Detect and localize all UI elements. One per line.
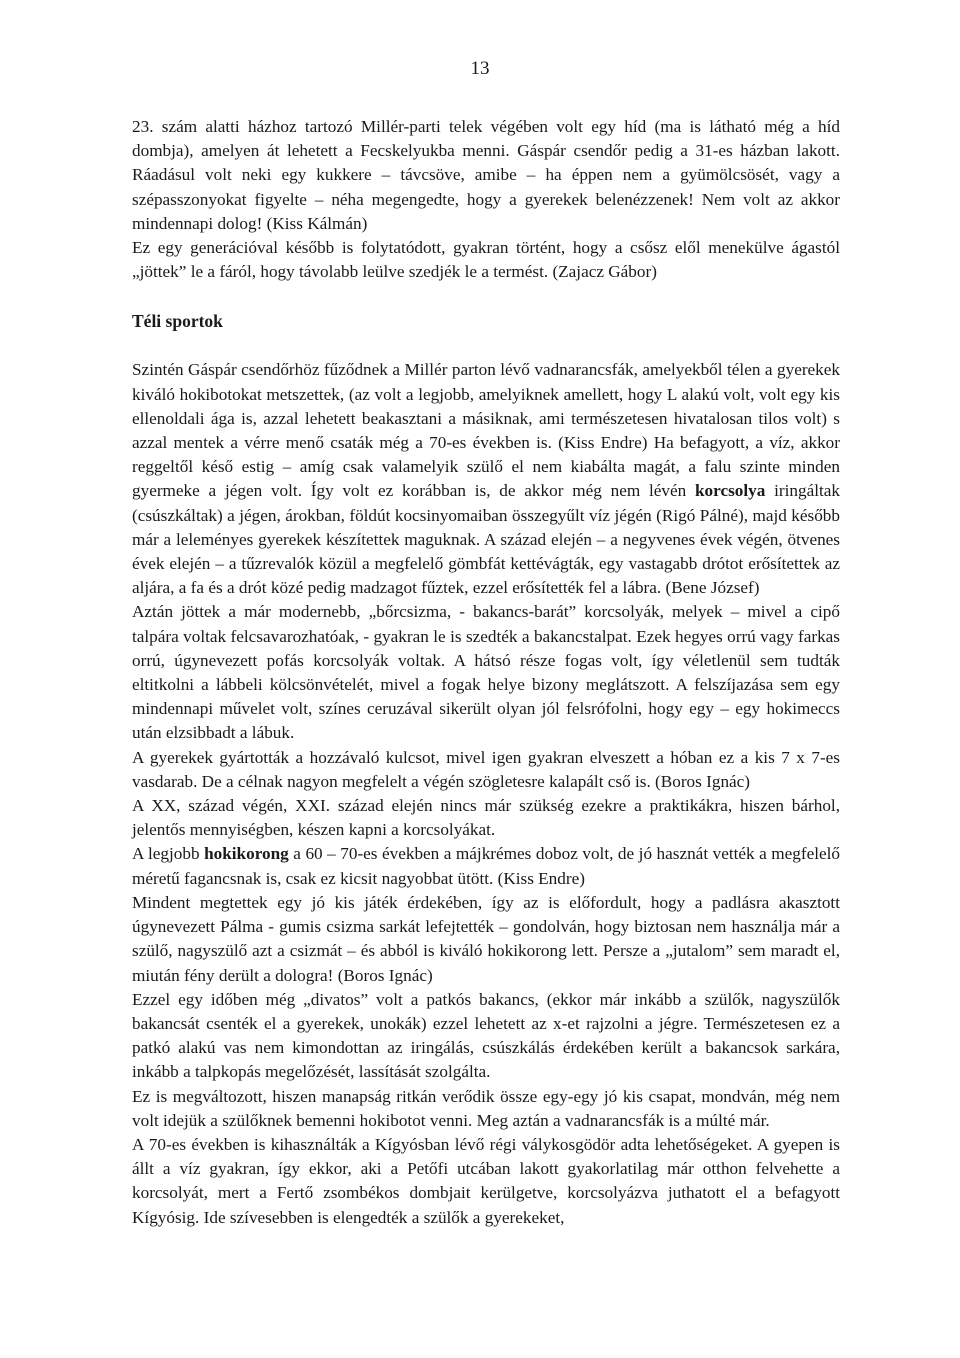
paragraph — [132, 358, 840, 600]
bold-term: hokikorong — [204, 844, 289, 864]
paragraph — [132, 1133, 840, 1230]
document-body — [132, 115, 840, 1230]
paragraph — [132, 794, 840, 842]
paragraph — [132, 1085, 840, 1133]
text-run: A legjobb — [132, 844, 205, 864]
text-run: A gyerekek gyártották a hozzávaló kulcsot, mivel igen gyakran elveszett a hóban ez a kis 7 x 7-es vasdarab. De a célnak nagyon megfelelt a végén szögletesre kalapált cső is. (Boros Ignác) — [132, 747, 840, 791]
text-run: Aztán jöttek a már modernebb, „bőrcsizma, - bakancs-barát” korcsolyák, melyek – mivel a cipő talpára voltak felcsavarozhatóak, - gyakran le is szedték a bakancstalpat. Ezek hegyes orrú vagy farkas orrú, úgynevezett pofás korcsolyák voltak. A hátsó része fogas volt, így véletlenül sem tudták eltitkolni a lábbeli kölcsönvételét, mivel a fogak helye bizony meglátszott. A felszíjazása sem egy mindennapi művelet volt, színes ceruzával sikerült olyan jól felsrófolni, hogy egy – egy hokimeccs után elzsibbadt a lábuk. — [132, 602, 840, 743]
text-run: iringáltak (csúszkáltak) a jégen, árokban, földút kocsinyomaiban összegyűlt víz jégén (Rigó Pálné), majd később már a leleményes gyerekek készítettek maguknak. A század elején – a negyvenes évek végén, ötvenes évek elején – a tűzrevalók közül a megfelelő gömbfát kettévágták, egy vastagabb drótot erősítettek az aljára, a fa és a drót közé pedig madzagot fűztek, ezzel erősítették fel a lábra. (Bene József) — [132, 481, 840, 598]
text-run: A 70-es években is kihasználták a Kígyósban lévő régi válykosgödör adta lehetőségeket. A gyepen is állt a víz gyakran, így ekkor, aki a Petőfi utcában lakott gyakorlatilag már otthon felvehette a korcsolyát, mert a Fertő zsombékos dombjait kerülgetve, korcsolyázva juthatott el a befagyott Kígyósig. Ide szívesebben is elengedték a szülők a gyerekeket, — [132, 1134, 840, 1227]
text-run: a 60 – 70-es években a májkrémes doboz volt, de jó hasznát vették a megfelelő méretű fagancsnak is, csak ez kicsit nagyobbat ütött. (Kiss Endre) — [132, 844, 840, 888]
text-run: A XX, század végén, XXI. század elején nincs már szükség ezekre a praktikákra, hiszen bárhol, jelentős mennyiségben, készen kapni a korcsolyákat. — [132, 796, 840, 840]
paragraph — [132, 891, 840, 988]
bold-term: korcsolya — [694, 481, 766, 501]
paragraph — [132, 600, 840, 745]
page-number: 13 — [470, 58, 490, 79]
text-run: Szintén Gáspár csendőrhöz fűződnek a Millér parton lévő vadnarancsfák, amelyekből télen a gyerekek kiváló hokibotokat metszettek, (az volt a legjobb, amelyiknek amellett, hogy L alakú volt, volt egy kis ellenoldali ága is, azzal lehetett beakasztani a másiknak, ami természetesen hivatalosan tilos volt) s azzal mentek a vérre menő csaták még a 70-es években is. (Kiss Endre) Ha befagyott, a víz, akkor reggeltől késő estig – amíg csak valamelyik szülő el nem kiabálta magát, a falu szinte minden gyermeke a jégen volt. Így volt ez korábban is, de akkor még nem lévén — [132, 360, 840, 501]
section-heading: Téli sportok — [132, 311, 223, 332]
text-run: Mindent megtettek egy jó kis játék érdekében, így az is előfordult, hogy a padlásra akasztott úgynevezett Pálma - gumis csizma sarkát lefejtették – gondolván, hogy biztosan nem használja már a szülő, nagyszülő azt a csizmát – és abból is kiváló hokikorong lett. Persze a „jutalom” sem maradt el, miután fény derült a dologra! (Boros Ignác) — [132, 892, 840, 985]
paragraph — [132, 746, 840, 794]
text-run: Ez is megváltozott, hiszen manapság ritkán verődik össze egy-egy jó kis csapat, mondván, még nem volt idejük a szülőknek bemenni hokibotot venni. Meg aztán a vadnarancsfák is a múlté már. — [132, 1086, 840, 1130]
paragraph — [132, 988, 840, 1085]
paragraph — [132, 842, 840, 890]
paragraph: 23. szám alatti házhoz tartozó Millér-parti telek végében volt egy híd (ma is látható még a híd dombja), amelyen át lehetett a Fecskelyukba menni. Gáspár csendőr pedig a 31-es házban lakott. Ráadásul volt neki egy kukkere – távcsöve, amibe – ha éppen nem a gyümölcsösét, vagy a szépasszonyokat figyelte – néha megengedte, hogy a gyerekek belenézzenek! Nem volt az akkor mindennapi dolog! (Kiss Kálmán) — [132, 117, 840, 233]
text-run: Ezzel egy időben még „divatos” volt a patkós bakancs, (ekkor már inkább a szülők, nagyszülők bakancsát csenték el a gyerekek, unokák) ezzel lehetett az x-et rajzolni a jégre. Természetesen ez a patkó alakú vas nem kimondottan az iringálás, csúszkálás érdekében került a bakancsok sarkára, inkább a talpkopás megelőzését, lassítását szolgálta. — [132, 989, 840, 1082]
paragraph: Ez egy generációval később is folytatódott, gyakran történt, hogy a csősz elől menekülve ágastól „jöttek” le a fáról, hogy távolabb leülve szedjék le a termést. (Zajacz Gábor) — [132, 238, 840, 282]
